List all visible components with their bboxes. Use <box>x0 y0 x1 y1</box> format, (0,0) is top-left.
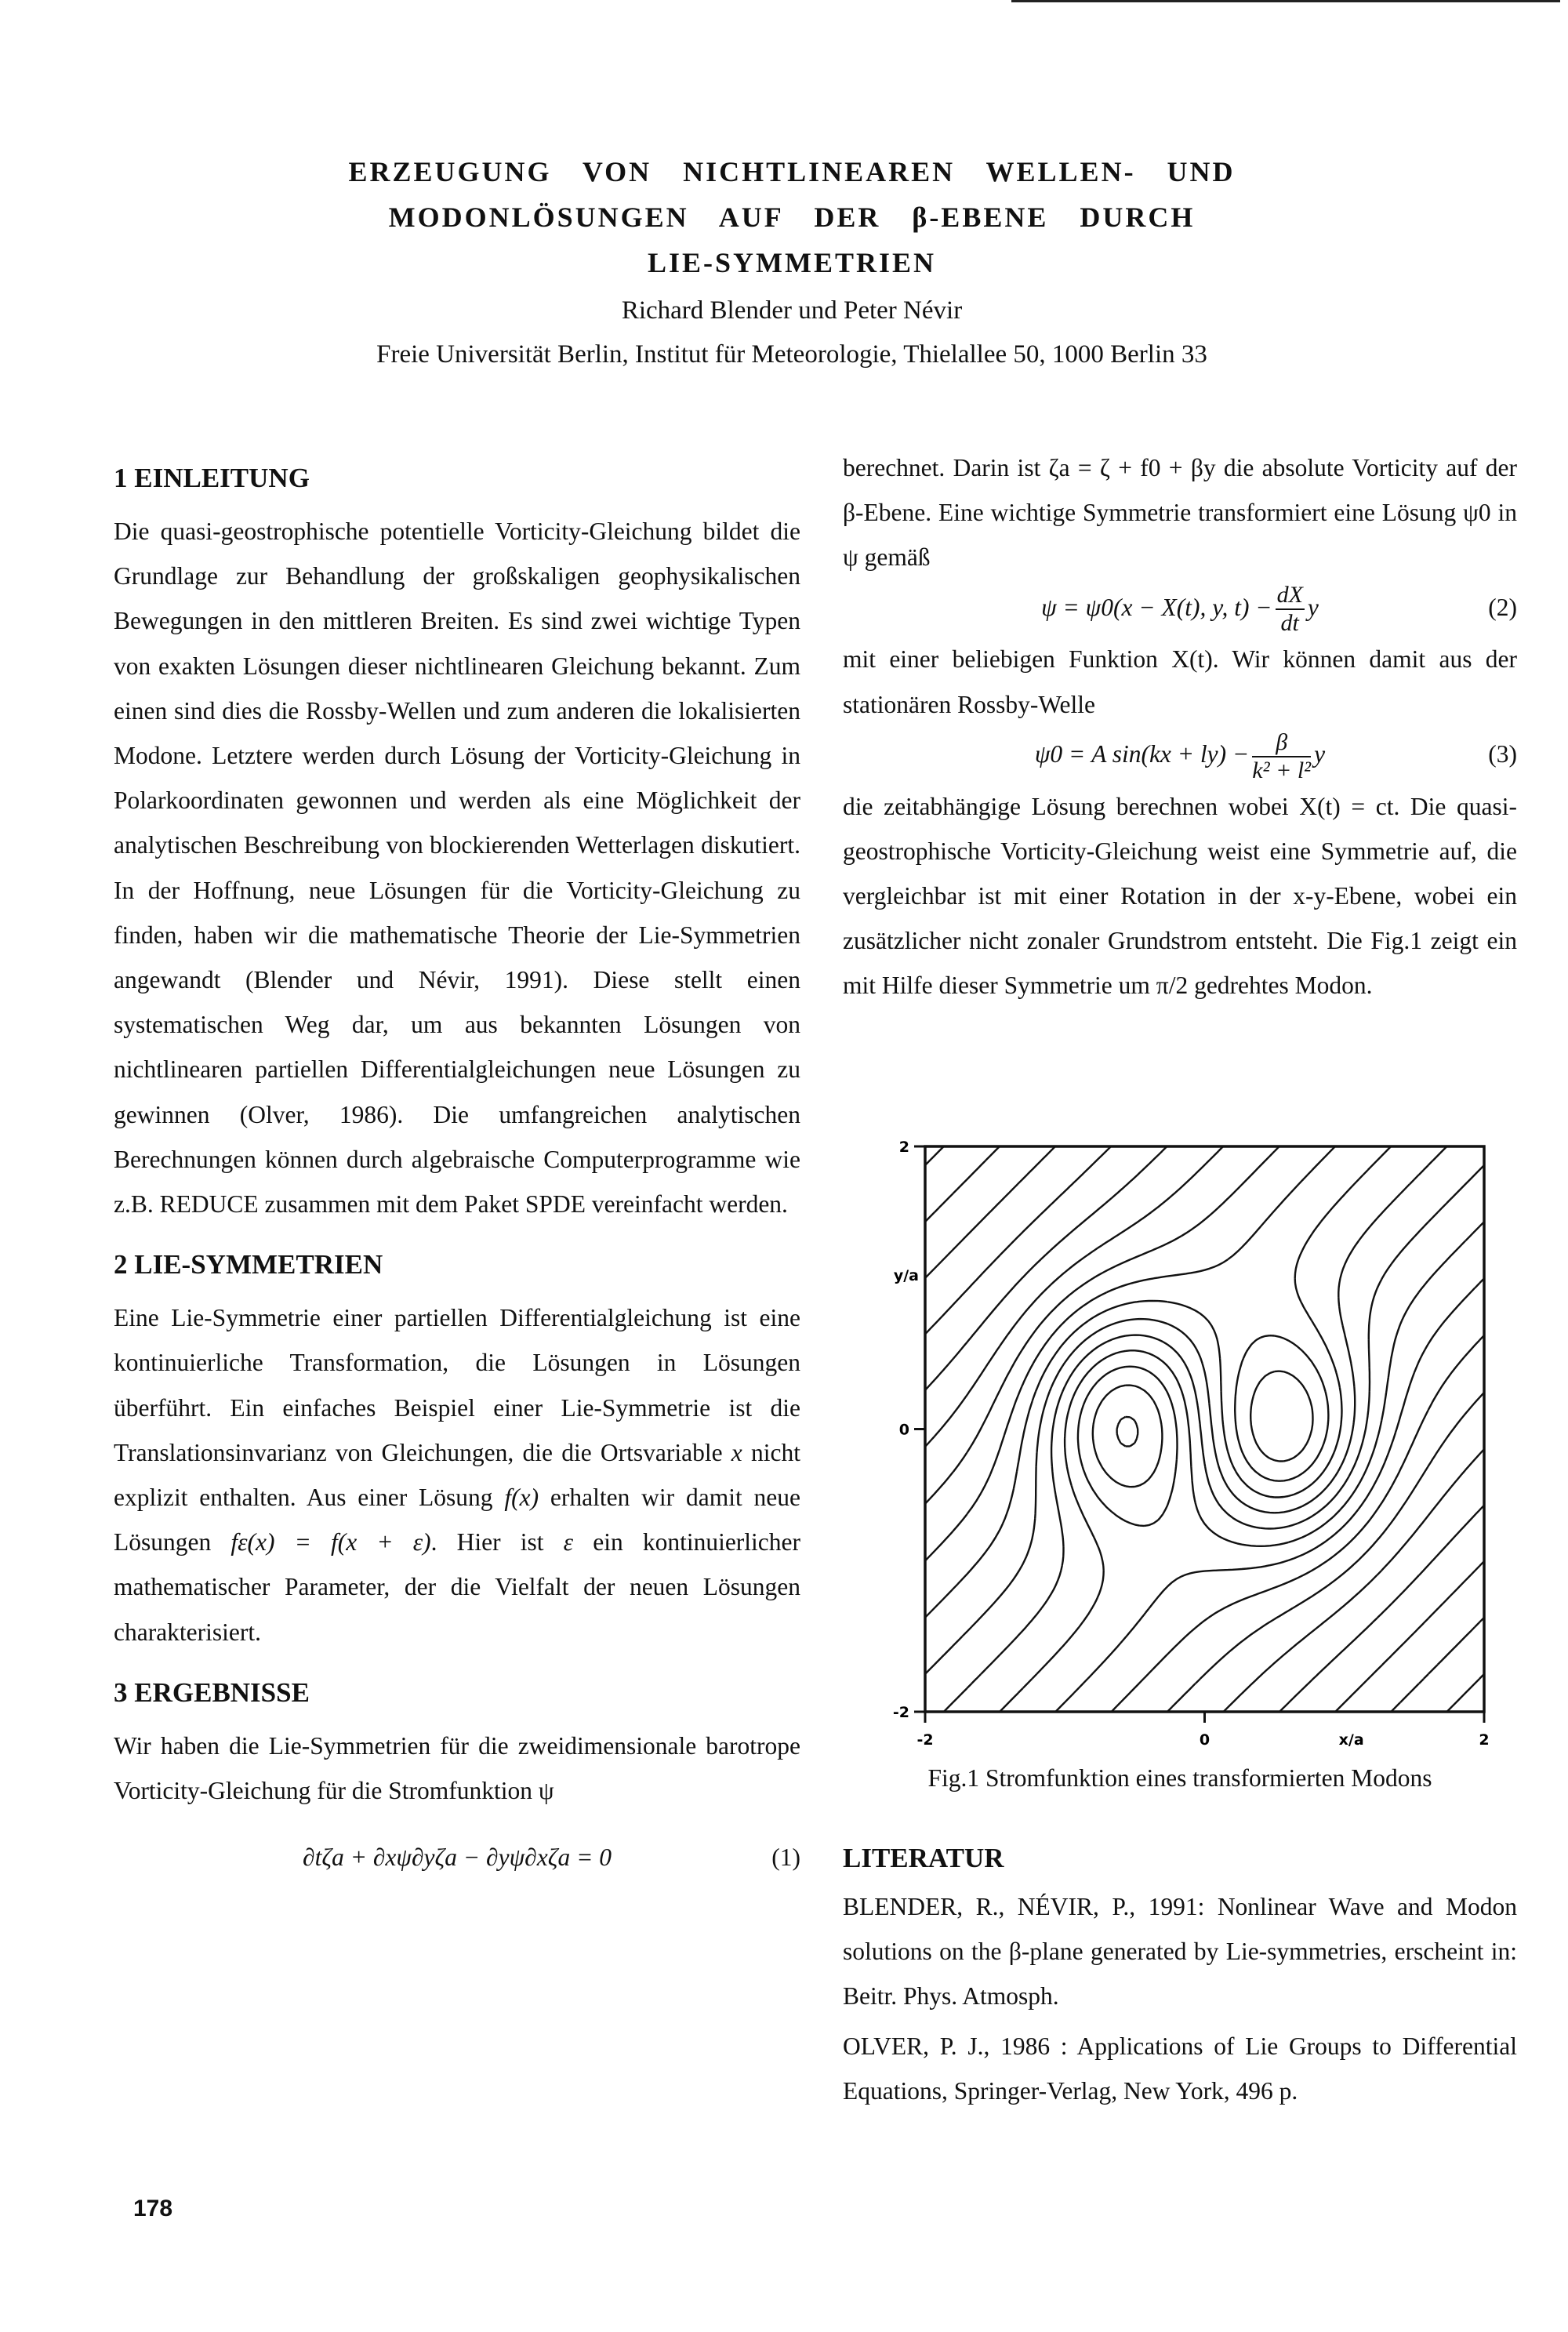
right-column <box>843 445 1517 1008</box>
figure-1 <box>862 1121 1505 1749</box>
right-paragraph-3: die zeitabhängige Lösung berechnen wobei X(t) = ct. Die quasi-geostrophische Vorticity-Gleichung weist eine Symmetrie auf, die vergleichbar ist mit einer Rotation in der x-y-Ebene, wobei ein zusätzlicher nicht zonaler Grundstrom entsteht. Die Fig.1 zeigt ein mit Hilfe dieser Symmetrie um π/2 gedrehtes Modon. <box>843 792 1517 1000</box>
contour-line <box>925 1146 1313 1504</box>
literature-heading: LITERATUR <box>843 1843 1004 1873</box>
affiliation: Freie Universität Berlin, Institut für Meteorologie, Thielallee 50, 1000 Berlin 33 <box>376 340 1207 369</box>
ergebnisse-paragraph: Wir haben die Lie-Symmetrien für die zweidimensionale barotrope Vorticity-Gleichung für die Stromfunktion ψ <box>114 1731 800 1805</box>
y-tick-label: 2 <box>898 1139 909 1156</box>
contour-line <box>925 1146 1223 1447</box>
contour-line <box>1391 1618 1484 1712</box>
equation-2: ψ = ψ0(x − X(t), y, t) − $\frac{dX}{dt}$ y (2) <box>843 580 1517 637</box>
section-heading-einleitung: 1 EINLEITUNG <box>114 463 310 493</box>
figure-caption: Fig.1 Stromfunktion eines transformierten Modons <box>927 1764 1432 1792</box>
equation-1: ∂tζa + ∂xψ∂yζa − ∂yψ∂xζa = 0 (1) <box>114 1835 800 1880</box>
right-paragraph-2: mit einer beliebigen Funktion X(t). Wir können damit aus der stationären Rossby-Welle <box>843 645 1517 718</box>
equation-2-number: (2) <box>1488 593 1517 621</box>
contour-line <box>1447 1674 1485 1712</box>
contour-line <box>1117 1393 1484 1712</box>
x-tick-label: -2 <box>916 1731 934 1749</box>
equation-1-number: (1) <box>771 1843 800 1872</box>
reference-item: BLENDER, R., NÉVIR, P., 1991: Nonlinear Wave and Modon solutions on the β-plane generated by Lie-symmetries, erscheint in: Beitr. Phys. Atmosph. <box>843 1893 1517 2011</box>
einleitung-paragraph: Die quasi-geostrophische potentielle Vorticity-Gleichung bildet die Grundlage zur Behandlung der großskaligen geophysikalischen Bewegungen in den mittleren Breiten. Es sind zwei wichtige Typen von exakten Lösungen dieser nichtlinearen Gleichung bekannt. Zum einen sind dies die Rossby-Wellen und zum anderen die lokalisierten Modone. Letztere werden durch Lösung der Vorticity-Gleichung in Polarkoordinaten gewonnen und werden als eine Möglichkeit der analytischen Beschreibung von blockierenden Wetterlagen diskutiert. In der Hoffnung, neue Lösungen für die Vorticity-Gleichung zu finden, haben wir die mathematische Theorie der Lie-Symmetrien angewandt (Blender und Névir, 1991). Diese stellt einen systematischen Weg dar, um aus bekannten Lösungen von nichtlinearen partiellen Differentialgleichungen neue Lösungen zu gewinnen (Olver, 1986). Die umfangreichen analytischen Berechnungen können durch algebraische Computerprogramme wie z.B. REDUCE zusammen mit dem Paket SPDE vereinfacht werden. <box>114 518 800 1219</box>
x-tick-label: 2 <box>1479 1731 1490 1749</box>
contour-line <box>1279 1506 1484 1712</box>
x-axis-label: x/a <box>1338 1731 1364 1749</box>
contour-line <box>925 1146 1055 1278</box>
section-heading-ergebnisse: 3 ERGEBNISSE <box>114 1676 310 1708</box>
contour-line <box>925 1146 1000 1222</box>
y-axis-label: y/a <box>893 1267 919 1285</box>
equation-3: ψ0 = A sin(kx + ly) − $\frac{\beta}{\text{k² + l²}}$ y (3) <box>843 727 1517 784</box>
contour-line <box>925 1146 1391 1618</box>
contour-line <box>925 1146 1335 1561</box>
page-number: 178 <box>133 2196 173 2221</box>
contour-line <box>1055 1278 1484 1712</box>
section-heading-lie-symmetrien: 2 LIE-SYMMETRIEN <box>114 1249 383 1280</box>
contour-line <box>1000 1222 1484 1712</box>
lie-symmetrien-paragraph: Eine Lie-Symmetrie einer partiellen Differentialgleichung ist eine kontinuierliche Transformation, die Lösungen in Lösungen überführt. Ein einfaches Beispiel einer Lie-Symmetrie ist die Translationsinvarianz von Gleichungen, die die Ortsvariable x nicht explizit enthalten. Aus einer Lösung f(x) erhalten wir damit neue Lösungen fε(x) = f(x + ε). Hier ist ε ein kontinuierlicher mathematischer Parameter, der die Vielfalt der neuen Lösungen charakterisiert. <box>114 1304 801 1646</box>
title-block <box>235 149 1348 376</box>
x-tick-label: 0 <box>1199 1731 1210 1749</box>
plot-frame <box>925 1146 1484 1712</box>
contour-plot <box>862 1121 1505 1749</box>
reference-item: OLVER, P. J., 1986 : Applications of Lie Groups to Differential Equations, Springer-Verlag, New York, 496 p. <box>843 2032 1517 2105</box>
authors: Richard Blender und Peter Névir <box>621 296 963 325</box>
literature-section <box>843 1839 1517 2118</box>
equation-3-number: (3) <box>1488 739 1517 768</box>
title-line-2: MODONLÖSUNGEN AUF DER β-EBENE DURCH <box>388 202 1196 233</box>
scan-edge-line <box>1011 0 1560 2</box>
title-line-1: ERZEUGUNG VON NICHTLINEAREN WELLEN- UND <box>348 156 1236 187</box>
contour-line <box>1224 1449 1485 1712</box>
y-tick-label: 0 <box>898 1421 909 1439</box>
contour-line <box>925 1146 944 1165</box>
left-column <box>114 459 800 1880</box>
y-tick-label: -2 <box>892 1704 909 1721</box>
right-paragraph-1: berechnet. Darin ist ζa = ζ + f0 + βy die absolute Vorticity auf der β-Ebene. Eine wichtige Symmetrie transformiert eine Lösung ψ0 in ψ gemäß <box>843 454 1517 572</box>
contour-line <box>925 1146 1167 1390</box>
title-line-3: LIE-SYMMETRIEN <box>647 247 937 278</box>
